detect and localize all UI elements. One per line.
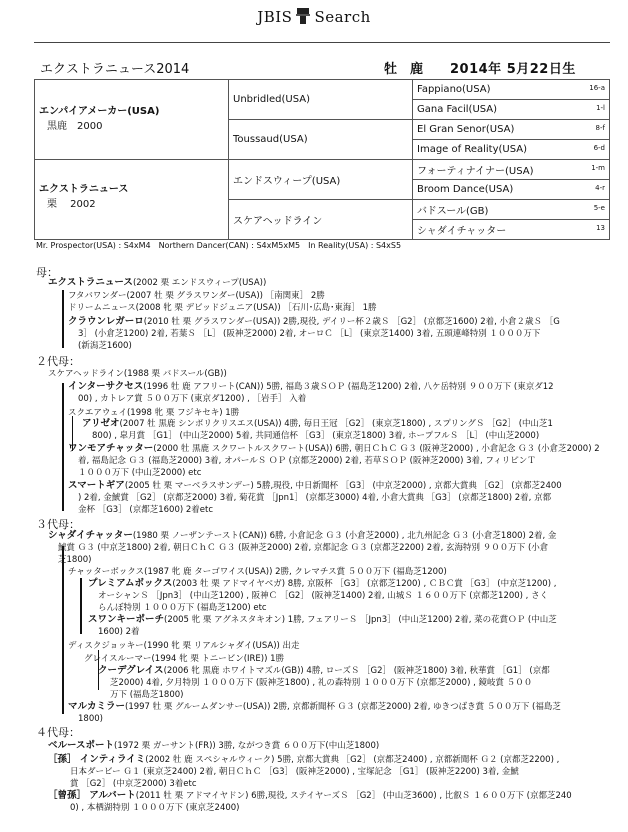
record-text: 800) , 皐月賞 ［G1］ (中山芝2000) 5着, 共同通信杯 ［G3］ (東京芝1800) 3着, ホープフルＳ ［L］ (中山芝2000) <box>92 431 540 441</box>
g3-code: 8-f <box>595 124 605 132</box>
horse-link[interactable]: エクストラニュース <box>48 277 133 288</box>
record-text: 万下 (福島芝1800) <box>110 690 184 700</box>
record-text: (2002 牡 鹿 スペシャルウィーク) 5勝, 京都大賞典 ［G2］ (京都芝2400) , 京都新聞杯 Ｇ２ (京都芝2200) , <box>145 755 560 765</box>
g3-name: Fappiano(USA) <box>417 84 491 95</box>
record-line <box>48 530 556 542</box>
logo-text: JBIS <box>257 8 293 26</box>
horse-link[interactable]: ベルースポート <box>48 740 115 751</box>
g3-code: 4-r <box>595 184 605 192</box>
record-line <box>78 393 306 405</box>
record-line <box>70 802 240 814</box>
record-line <box>88 614 557 626</box>
record-text: 芝2000) 4着, 夕月特別 １０００万下 (阪神芝1800) , 礼の森特別 １０００万下 (京都芝2000) , 鏡岐賞 ５００ <box>110 678 533 688</box>
record-line <box>78 492 551 504</box>
record-text: 1600) 2着 <box>98 627 140 637</box>
lineage-bar <box>62 383 64 511</box>
pedigree-ds[interactable]: エンドスウィープ(USA) <box>229 160 413 200</box>
horse-link[interactable]: プレミアムボックス <box>88 578 173 589</box>
pedigree-g3[interactable] <box>413 80 610 100</box>
pedigree-dam[interactable] <box>35 160 229 240</box>
record-text: 芝1800) <box>58 555 92 565</box>
record-text: ドリームニュース(2008 牝 栗 デビッドジュニア(USA)) ［石川･広島･東海］ 1勝 <box>68 303 377 313</box>
section-g3: ３代母： <box>36 518 80 531</box>
header-divider <box>34 42 610 43</box>
horse-link[interactable]: アリゼオ <box>82 418 120 429</box>
record-text: (1997 牡 栗 グルームダンサー(USA)) 2勝, 京都新聞杯 Ｇ３ (京都芝2000) 2着, ゆきつばき賞 ５００万下 (福島芝 <box>125 702 561 712</box>
section-g4: ４代母： <box>36 726 80 739</box>
pedigree-table <box>34 79 610 240</box>
record-line <box>48 740 379 752</box>
record-line <box>98 602 267 614</box>
logo-text-2: Search <box>314 8 371 26</box>
pedigree-ss[interactable]: Unbridled(USA) <box>229 80 413 120</box>
record-line <box>68 290 325 302</box>
g3-code: 1-m <box>591 164 605 172</box>
record-line <box>58 554 91 566</box>
record-line <box>70 778 197 790</box>
record-line <box>68 316 560 328</box>
record-line <box>110 677 532 689</box>
horse-dob: 2014年 5月22日生 <box>450 62 576 77</box>
record-text: (2010 牡 栗 グラスワンダー(USA)) 2勝,現役, デイリー杯２歳Ｓ ［G2］ (京都芝1600) 2着, 小倉２歳Ｓ ［G <box>143 317 560 327</box>
horse-sex-color: 牡 鹿 <box>384 62 424 77</box>
record-line <box>68 701 561 713</box>
record-text: 1800) <box>78 714 103 724</box>
record-line <box>98 665 550 677</box>
record-line <box>78 504 213 516</box>
record-line <box>58 542 548 554</box>
record-line <box>82 418 553 430</box>
pedigree-sd[interactable]: Toussaud(USA) <box>229 120 413 160</box>
record-line <box>84 653 284 665</box>
record-line <box>68 443 600 455</box>
horse-link[interactable]: クラウンレガーロ <box>68 316 144 327</box>
record-line <box>48 790 572 802</box>
record-text: オーシャンＳ ［Jpn3］ (中山芝1200) , 阪神Ｃ ［G2］ (阪神芝1400) 2着, 山城Ｓ １６００万下 (京都芝1200) , さく <box>98 591 549 601</box>
pedigree-g3[interactable] <box>413 140 610 160</box>
record-text: (1996 牡 鹿 アフリート(CAN)) 5勝, 福島３歳ＳＯＰ (福島芝1200) 2着, 八ケ岳特別 ９００万下 (東京ダ12 <box>143 382 554 392</box>
g3-code: 16-a <box>589 84 605 92</box>
record-text: (2011 牡 栗 アドマイヤドン) 6勝,現役, ステイヤーズＳ ［G2］ (中山芝3600) , 比叡Ｓ １６００万下 (京都芝240 <box>135 791 572 801</box>
record-line <box>78 455 536 467</box>
g3-name: Broom Dance(USA) <box>417 184 514 195</box>
record-text: フタバワンダー(2007 牡 栗 グラスワンダー(USA)) ［南関東］ 2勝 <box>68 291 325 301</box>
record-text: (2002 栗 エンドスウィープ(USA)) <box>132 278 267 288</box>
g3-name: シャダイチャッター <box>417 226 507 237</box>
record-line <box>68 480 562 492</box>
record-text: (2005 牡 栗 マーベラスサンデー) 5勝,現役, 中日新聞杯 ［G3］ (中京芝2000) , 京都大賞典 ［G2］ (京都芝2400 <box>124 481 562 491</box>
pedigree-g3[interactable] <box>413 200 610 220</box>
jockey-icon <box>294 6 312 26</box>
horse-link[interactable]: ［孫］ インティライミ <box>48 754 146 765</box>
record-text: らんぼ特別 １０００万下 (福島芝1200) etc <box>98 603 267 613</box>
section-mother: 母： <box>36 266 58 279</box>
horse-link[interactable]: マルカミラー <box>68 701 126 712</box>
record-text: 0) , 本栖湖特別 １０００万下 (東京芝2400) <box>70 803 240 813</box>
record-text: (2003 牡 栗 アドマイヤベガ) 8勝, 京阪杯 ［G3］ (京都芝1200) , ＣＢＣ賞 ［G3］ (中京芝1200) , <box>172 579 557 589</box>
record-text: (新潟芝1600) <box>78 341 132 351</box>
record-text: 日本ダービー Ｇ１ (東京芝2400) 2着, 朝日ＣｈＣ ［G3］ (阪神芝2000) , 宝塚記念 ［G1］ (阪神芝2200) 3着, 金鯱 <box>70 767 519 777</box>
record-line <box>48 368 227 380</box>
record-line <box>68 381 554 393</box>
record-text: スクエアウェイ(1998 牝 栗 フジキセキ) 1勝 <box>68 408 240 418</box>
record-line <box>68 566 447 578</box>
pedigree-g3[interactable] <box>413 120 610 140</box>
record-line <box>98 590 548 602</box>
record-line <box>68 302 376 314</box>
g3-code: 1-l <box>596 104 605 112</box>
g3-name: バドスール(GB) <box>417 206 489 217</box>
horse-link[interactable]: クーデグレイス <box>98 665 164 676</box>
record-text: ディスクジョッキー(1990 牝 栗 リアルシャダイ(USA)) 出走 <box>68 641 300 651</box>
record-line <box>88 578 556 590</box>
horse-link[interactable]: インターサクセス <box>68 381 144 392</box>
record-text: スケアヘッドライン(1988 栗 バドスール(GB)) <box>48 369 227 379</box>
record-line <box>78 467 201 479</box>
record-text: グレイスルーマー(1994 牝 栗 トニービン(IRE)) 1勝 <box>84 654 285 664</box>
lineage-bar <box>62 546 64 714</box>
horse-link[interactable]: ［曾孫］ アルバート <box>48 790 136 801</box>
horse-link[interactable]: シャダイチャッター <box>48 530 133 541</box>
pedigree-g3[interactable] <box>413 160 610 180</box>
record-text: 3］ (小倉芝1200) 2着, 若葉Ｓ ［L］ (阪神芝2000) 2着, オーロＣ ［L］ (東京芝1400) 3着, 五頭連峰特別 １０００万下 <box>78 329 541 339</box>
pedigree-g3[interactable] <box>413 100 610 120</box>
record-text: チャッターボックス(1987 牝 鹿 ターゴワイス(USA)) 2勝, クレマチス賞 ５００万下 (福島芝1200) <box>68 567 447 577</box>
record-line <box>48 754 559 766</box>
g3-name: Gana Facil(USA) <box>417 104 498 115</box>
g3-name: El Gran Senor(USA) <box>417 124 515 135</box>
record-text: (1980 栗 ノーザンテースト(CAN)) 6勝, 小倉記念 Ｇ３ (小倉芝2000) , 北九州記念 Ｇ３ (小倉芝1800) 2着, 金 <box>132 531 557 541</box>
pedigree-sire[interactable] <box>35 80 229 160</box>
inbreeding-info: Mr. Prospector(USA) : S4xM4 Northern Dancer(CAN) : S4xM5xM5 In Reality(USA) : S4xS5 <box>36 241 402 250</box>
jbis-logo <box>0 6 628 26</box>
g3-code: 13 <box>596 224 605 232</box>
g3-name: フォーティナイナー(USA) <box>417 166 534 177</box>
horse-name: エクストラニュース2014 <box>40 62 190 77</box>
dam-detail: 栗 2002 <box>47 199 96 210</box>
dam-name: エクストラニュース <box>39 184 129 195</box>
lineage-bar <box>80 578 82 634</box>
record-line <box>70 766 519 778</box>
record-text: 鯱賞 Ｇ３ (中京芝1800) 2着, 朝日ＣｈＣ Ｇ３ (阪神芝2000) 2着, 京都記念 Ｇ３ (京都芝2200) 2着, 玄海特別 ９００万下 (小倉 <box>58 543 549 553</box>
record-text: 賞 ［G2］ (中京芝2000) 3着etc <box>70 779 197 789</box>
pedigree-g3[interactable] <box>413 220 610 240</box>
record-text: 00) , カトレア賞 ５００万下 (東京ダ1200) , ［岩手］ 入着 <box>78 394 307 404</box>
lineage-bar <box>62 290 64 348</box>
section-g2: ２代母： <box>36 355 80 368</box>
horse-link[interactable]: スワンキーポーチ <box>88 614 165 625</box>
record-line <box>78 328 540 340</box>
record-line <box>110 689 183 701</box>
horse-link[interactable]: スマートギア <box>68 480 125 491</box>
record-text: (2005 牝 栗 アグネスタキオン) 1勝, フェアリーＳ ［Jpn3］ (中山芝1200) 2着, 菜の花賞ＯＰ (中山芝 <box>164 615 557 625</box>
horse-link[interactable]: ワンモアチャッター <box>68 443 154 454</box>
g3-name: Image of Reality(USA) <box>417 144 527 155</box>
record-text: (2000 牡 黒鹿 スクワートルスクワート(USA)) 6勝, 朝日ＣｈＣ Ｇ３ (阪神芝2000) , 小倉記念 Ｇ３ (小倉芝2000) 2 <box>153 444 600 454</box>
record-line <box>48 277 266 289</box>
record-text: 着, 福島記念 Ｇ３ (福島芝2000) 3着, オパールＳ ＯＰ (京都芝2000) 2着, 若草ＳＯＰ (阪神芝2000) 3着, フィリピンＴ <box>78 456 536 466</box>
g3-code: 6-d <box>593 144 605 152</box>
record-text: (2007 牡 黒鹿 シンボリクリスエス(USA)) 4勝, 毎日王冠 ［G2］ (東京芝1800) , スプリングＳ ［G2］ (中山芝1 <box>119 419 553 429</box>
record-text: ) 2着, 金鯱賞 ［G2］ (京都芝2000) 3着, 菊花賞 ［Jpn1］ (京都芝3000) 4着, 小倉大賞典 ［G3］ (京都芝1800) 2着, 京都 <box>78 493 552 503</box>
record-text: １０００万下 (中山芝2000) etc <box>78 468 202 478</box>
sire-detail: 黒鹿 2000 <box>47 121 103 132</box>
record-text: (2006 牝 黒鹿 ホワイトマズル(GB)) 4勝, ローズＳ ［G2］ (阪神芝1800) 3着, 秋華賞 ［G1］ (京都 <box>163 666 550 676</box>
record-line <box>68 640 300 652</box>
record-line <box>78 713 103 725</box>
g3-code: 5-e <box>593 204 605 212</box>
record-line <box>78 340 132 352</box>
record-line <box>92 430 539 442</box>
sire-name: エンパイアメーカー(USA) <box>39 106 160 117</box>
record-text: (1972 栗 ガーサント(FR)) 3勝, ながつき賞 ６００万下(中山芝1800) <box>114 741 380 751</box>
record-text: 金杯 ［G3］ (京都芝1600) 2着etc <box>78 505 214 515</box>
record-line <box>98 626 140 638</box>
pedigree-dd[interactable]: スケアヘッドライン <box>229 200 413 240</box>
pedigree-g3[interactable] <box>413 180 610 200</box>
